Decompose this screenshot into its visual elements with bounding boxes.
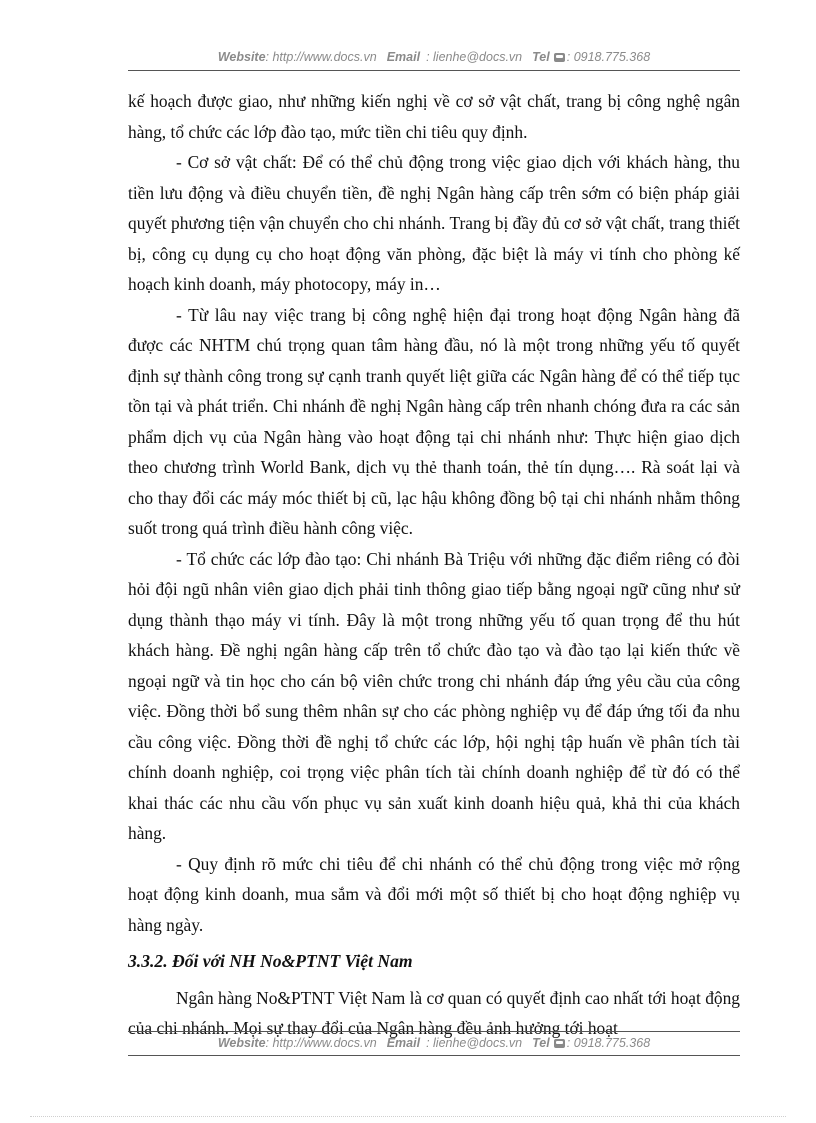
header-email-label: Email <box>386 50 421 64</box>
header-rule <box>128 70 740 71</box>
header-website-url[interactable]: : http://www.docs.vn <box>265 50 377 64</box>
paragraph-continuation: kế hoạch được giao, như những kiến nghị về cơ sở vật chất, trang bị công nghệ ngân hàng, tổ chức các lớp đào tạo, mức tiền chi tiêu quy định. <box>128 91 740 142</box>
telephone-icon <box>554 1039 565 1048</box>
footer-website-url[interactable]: : http://www.docs.vn <box>265 1036 377 1050</box>
paragraph-technology: - Từ lâu nay việc trang bị công nghệ hiện đại trong hoạt động Ngân hàng đã được các NHTM chú trọng quan tâm hàng đầu, nó là một trong những yếu tố quyết định sự thành công trong sự cạnh tranh quyết liệt giữa các Ngân hàng để có thể tiếp tục tồn tại và phát triển. Chi nhánh đề nghị Ngân hàng cấp trên nhanh chóng đưa ra các sản phẩm dịch vụ của Ngân hàng vào hoạt động tại chi nhánh như: Thực hiện giao dịch theo chương trình World Bank, dịch vụ thẻ thanh toán, thẻ tín dụng…. Rà soát lại và cho thay đổi các máy móc thiết bị cũ, lạc hậu không đồng bộ tại chi nhánh nhằm thông suốt trong quá trình điều hành công việc. <box>128 304 740 538</box>
footer-website-label: Website <box>217 1036 266 1050</box>
document-body <box>128 86 740 1044</box>
header-tel-number: : 0918.775.368 <box>566 50 651 64</box>
footer-rule-top <box>128 1031 740 1032</box>
header-email-address[interactable]: : lienhe@docs.vn <box>426 50 523 64</box>
paragraph-agribank: Ngân hàng No&PTNT Việt Nam là cơ quan có quyết định cao nhất tới hoạt động của chi nhánh. Mọi sự thay đổi của Ngân hàng đều ảnh hưởng tới hoạt <box>128 987 740 1038</box>
header-website-label: Website <box>217 50 266 64</box>
footer-tel-number: : 0918.775.368 <box>566 1036 651 1050</box>
page-bottom-dotted-edge <box>30 1116 786 1117</box>
telephone-icon <box>554 53 565 62</box>
footer-email-address[interactable]: : lienhe@docs.vn <box>426 1036 523 1050</box>
page-footer <box>128 1036 740 1050</box>
footer-email-label: Email <box>386 1036 421 1050</box>
footer-tel-label: Tel <box>532 1036 550 1050</box>
paragraph-training: - Tổ chức các lớp đào tạo: Chi nhánh Bà Triệu với những đặc điểm riêng có đòi hỏi đội ngũ nhân viên giao dịch phải tinh thông giao tiếp bằng ngoại ngữ cũng như sử dụng thành thạo máy vi tính. Đây là một trong những yếu tố quan trọng để thu hút khách hàng. Đề nghị ngân hàng cấp trên tổ chức đào tạo và đào tạo lại kiến thức về ngoại ngữ và tin học cho cán bộ viên chức trong chi nhánh đáp ứng yêu cầu của công việc. Đồng thời bổ sung thêm nhân sự cho các phòng nghiệp vụ để đáp ứng tối đa nhu cầu công việc. Đồng thời đề nghị tổ chức các lớp, hội nghị tập huấn về phân tích tài chính doanh nghiệp, coi trọng việc phân tích tài chính doanh nghiệp để từ đó có thể khai thác các nhu cầu vốn phục vụ sản xuất kinh doanh hiệu quả, khả thi của khách hàng. <box>128 548 740 843</box>
page-header <box>128 50 740 64</box>
paragraph-facilities: - Cơ sở vật chất: Để có thể chủ động trong việc giao dịch với khách hàng, thu tiền lưu động và điều chuyển tiền, đề nghị Ngân hàng cấp trên sớm có biện pháp giải quyết phương tiện vận chuyển cho chi nhánh. Trang bị đầy đủ cơ sở vật chất, trang thiết bị, công cụ dụng cụ cho hoạt động văn phòng, đặc biệt là máy vi tính cho phòng kế hoạch kinh doanh, máy photocopy, máy in… <box>128 152 740 294</box>
section-heading: 3.3.2. Đối với NH No&PTNT Việt Nam <box>128 951 413 971</box>
paragraph-spending: - Quy định rõ mức chi tiêu để chi nhánh có thể chủ động trong việc mở rộng hoạt động kinh doanh, mua sắm và đổi mới một số thiết bị cho hoạt động nghiệp vụ hàng ngày. <box>128 853 740 935</box>
footer-rule-bottom <box>128 1055 740 1056</box>
header-tel-label: Tel <box>532 50 550 64</box>
